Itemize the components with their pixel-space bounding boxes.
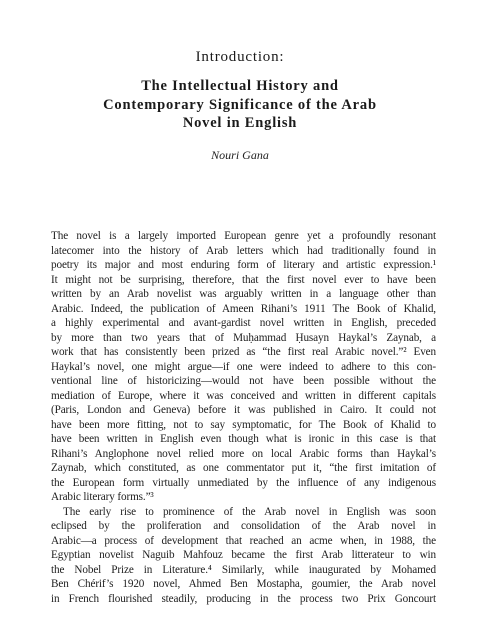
body-line: It might not be surprising, therefore, that the first novel ever to have been — [51, 273, 436, 286]
body-line: ventional line of historicizing—would not have been possible without the — [51, 375, 436, 387]
body-line: The early rise to prominence of the Arab novel in English was soon — [63, 505, 436, 518]
body-line: Arabic literary forms.”³ — [51, 491, 154, 503]
body-line: (Paris, London and Geneva) before it was published in Cairo. It could not — [51, 404, 436, 416]
body-line: Arabic—a process of development that reached an acme when, in 1988, the — [51, 534, 436, 547]
chapter-label: Introduction: — [195, 49, 285, 65]
body-line: Zaynab, which constituted, as one commentator put it, “the first imitation of — [51, 462, 436, 474]
body-line: have been written in English even though what is ironic in this case is that — [51, 433, 436, 445]
chapter-title — [40, 77, 440, 133]
body-line: The novel is a largely imported European genre yet a profoundly resonant — [51, 230, 436, 242]
body-text — [51, 229, 436, 606]
body-line: work that has consistently been prized as “the first real Arabic novel.”² Even — [51, 346, 436, 358]
chapter-title-line: The Intellectual History and — [141, 78, 339, 94]
body-line: poetry its major and most enduring form of literary and artistic expression.¹ — [51, 259, 436, 271]
body-line: eclipsed by the proliferation and consolidation of the Arab novel in — [51, 520, 436, 532]
body-line: have been more fitting, not to say symptomatic, for The Book of Khalid to — [51, 418, 436, 431]
body-line: Rihani’s Anglophone novel relied more on local Arabic forms than Haykal’s — [51, 447, 436, 460]
body-line: by more than two years that of Muḥammad Ḥusayn Haykal’s Zaynab, a — [51, 331, 436, 344]
chapter-title-line: Contemporary Significance of the Arab — [103, 96, 377, 113]
body-line: Haykal’s novel, one might argue—if one were indeed to adhere to this con- — [51, 360, 436, 373]
body-line: Egyptian novelist Naguib Mahfouz became the first Arab litterateur to win — [51, 549, 436, 561]
body-line: Arabic. Indeed, the publication of Ameen Rihani’s 1911 The Book of Khalid, — [51, 302, 436, 315]
body-line: written by an Arab novelist was arguably written in a language other than — [51, 288, 436, 300]
body-line: mediation of Europe, where it was conceived and written in different capitals — [51, 389, 436, 402]
chapter-title-line: Novel in English — [182, 115, 298, 131]
body-line: latecomer into the history of Arab letters which had traditionally found in — [51, 244, 436, 257]
body-line: a highly experimental and avant-gardist novel written in English, preceded — [51, 317, 436, 329]
body-line: in French flourished steadily, producing in the process two Prix Goncourt — [51, 592, 436, 605]
body-line: the Nobel Prize in Literature.⁴ Similarly, while inaugurated by Mohamed — [51, 563, 436, 576]
body-line: the European form virtually unmediated by the influence of any indigenous — [51, 476, 436, 489]
body-line: Ben Chérif’s 1920 novel, Ahmed Ben Mostapha, goumier, the Arab novel — [51, 578, 436, 590]
author-name: Nouri Gana — [211, 148, 269, 162]
